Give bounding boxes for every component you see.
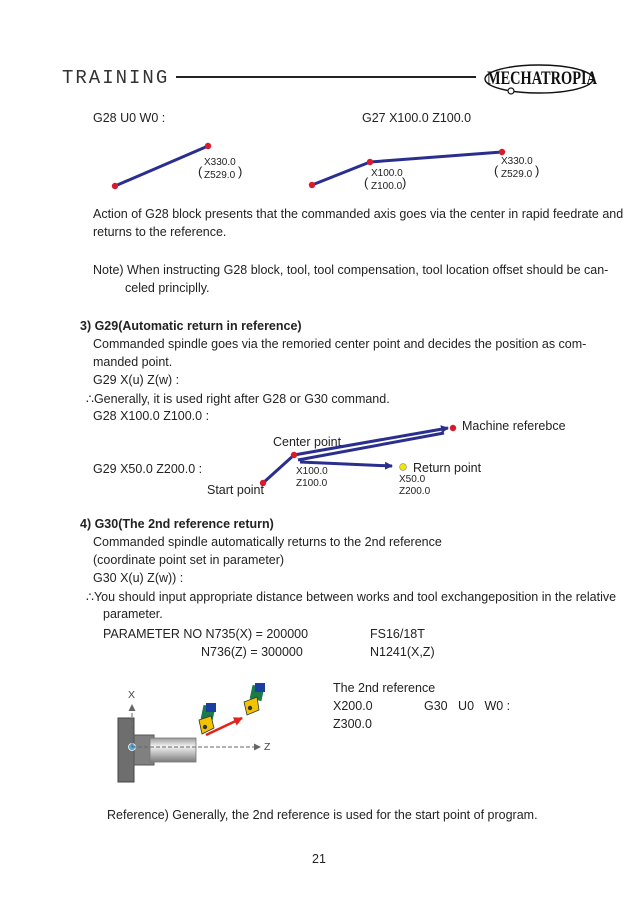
g30-title: The 2nd reference	[333, 681, 436, 695]
section4-line3: G30 X(u) Z(w)) :	[93, 571, 184, 585]
return-z: Z200.0	[399, 486, 431, 497]
section3-line2: manded point.	[93, 355, 173, 369]
note-line1: Note) When instructing G28 block, tool, tool compensation, tool location offset should be can-	[93, 263, 609, 277]
axis-z-label: Z	[264, 741, 271, 753]
parameter-n: N1241(X,Z)	[370, 645, 435, 659]
section4-line5: parameter.	[103, 607, 163, 621]
center-z: Z100.0	[296, 478, 328, 489]
page-number: 21	[312, 852, 326, 866]
svg-text:(: (	[494, 163, 499, 178]
parameter-line2: N736(Z) = 300000	[201, 645, 303, 659]
svg-text:MECHATROPIA: MECHATROPIA	[487, 68, 598, 89]
g28-description-line2: returns to the reference.	[93, 225, 227, 239]
g28-label: G28 U0 W0 :	[93, 111, 166, 125]
svg-text:(: (	[198, 164, 203, 179]
g28-point-z: Z529.0	[204, 170, 236, 181]
section3-line4: ∴Generally, it is used right after G28 or G30 command.	[86, 392, 390, 406]
start-point-label: Start point	[207, 483, 264, 497]
section3-line3: G29 X(u) Z(w) :	[93, 373, 180, 387]
note-line2: celed principlly.	[125, 281, 210, 295]
svg-text:(: (	[364, 175, 369, 190]
reference-note: Reference) Generally, the 2nd reference is used for the start point of program.	[107, 808, 538, 822]
g30-z-value: Z300.0	[333, 717, 372, 731]
g30-x-value: X200.0	[333, 699, 373, 713]
section4-line1: Commanded spindle automatically returns to the 2nd reference	[93, 535, 442, 549]
tool-at-work-icon	[199, 703, 216, 734]
g27-end-x: X330.0	[501, 156, 533, 167]
return-point-label: Return point	[413, 461, 482, 475]
g30-command: G30 U0 W0 :	[424, 699, 511, 713]
g27-end-z: Z529.0	[501, 169, 533, 180]
tool-at-2nd-reference-icon	[244, 683, 265, 715]
return-x: X50.0	[399, 474, 426, 485]
section4-line4: ∴You should input appropriate distance between works and tool exchangeposition in the relative	[86, 590, 617, 604]
svg-text:): )	[402, 175, 407, 190]
g29-label: G29 X50.0 Z200.0 :	[93, 462, 203, 476]
parameter-fs: FS16/18T	[370, 627, 425, 641]
g27-mid-z: Z100.0	[371, 181, 403, 192]
section3-heading: 3) G29(Automatic return in reference)	[80, 319, 302, 333]
axis-x-label: X	[128, 689, 136, 701]
header-title: TRAINING	[62, 67, 170, 89]
svg-text:): )	[238, 164, 243, 179]
section4-line2: (coordinate point set in parameter)	[93, 553, 285, 567]
parameter-line1: PARAMETER NO N735(X) = 200000	[103, 627, 309, 641]
g28-description-line1: Action of G28 block presents that the commanded axis goes via the center in rapid feedrate and	[93, 207, 624, 221]
g27-label: G27 X100.0 Z100.0	[362, 111, 472, 125]
svg-text:): )	[535, 163, 540, 178]
center-x: X100.0	[296, 466, 328, 477]
section3-line1: Commanded spindle goes via the remoried center point and decides the position as com-	[93, 337, 587, 351]
center-point-label: Center point	[273, 435, 342, 449]
section3-line5: G28 X100.0 Z100.0 :	[93, 409, 210, 423]
section4-heading: 4) G30(The 2nd reference return)	[80, 517, 274, 531]
machine-ref-label: Machine referebce	[462, 419, 566, 433]
g28-point-x: X330.0	[204, 157, 236, 168]
g27-mid-x: X100.0	[371, 168, 403, 179]
